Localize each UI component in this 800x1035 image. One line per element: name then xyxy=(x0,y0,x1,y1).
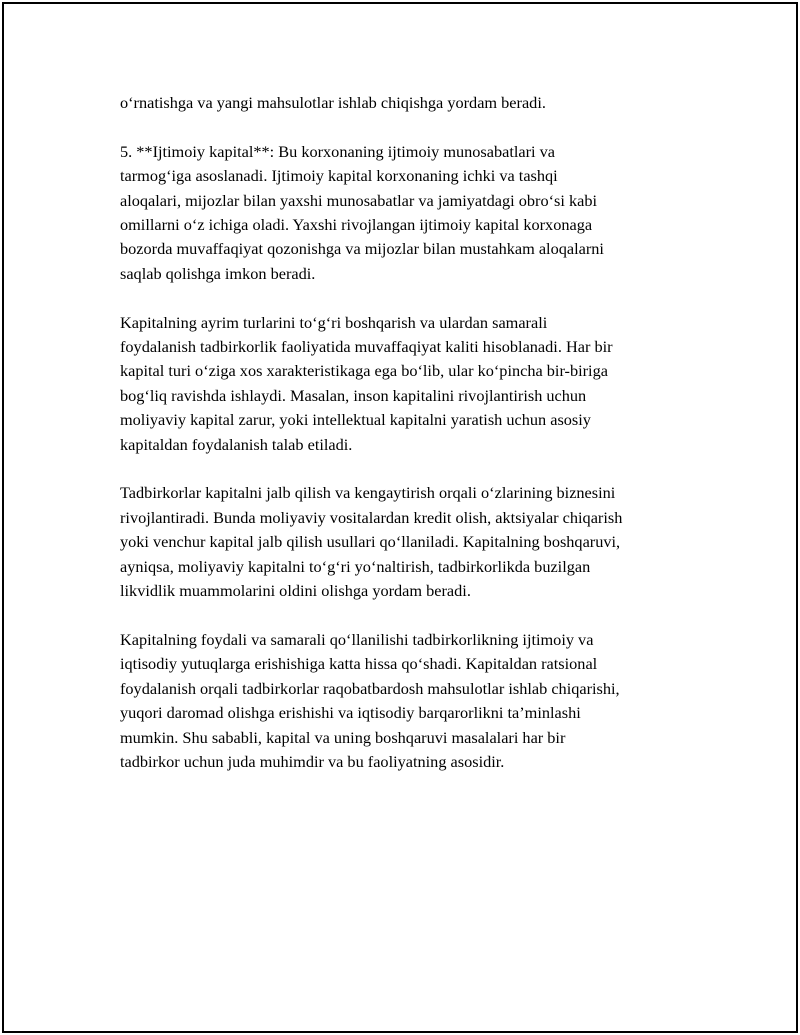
document-body xyxy=(120,91,700,799)
text-line: iqtisodiy yutuqlarga erishishiga katta hissa qo‘shadi. Kapitaldan ratsional xyxy=(120,654,598,674)
text-line: 5. **Ijtimoiy kapital**: Bu korxonaning ijtimoiy munosabatlari va xyxy=(120,141,556,161)
text-line: rivojlantiradi. Bunda moliyaviy vositalardan kredit olish, aktsiyalar chiqarish xyxy=(120,507,623,527)
paragraph-1 xyxy=(120,91,700,115)
paragraph-5 xyxy=(120,628,700,774)
text-line: saqlab qolishga imkon beradi. xyxy=(120,263,316,283)
paragraph-2 xyxy=(120,140,700,286)
text-line: Kapitalning ayrim turlarini to‘g‘ri boshqarish va ulardan samarali xyxy=(120,312,548,332)
text-line: bozorda muvaffaqiyat qozonishga va mijozlar bilan mustahkam aloqalarni xyxy=(120,239,604,259)
paragraph-3 xyxy=(120,311,700,457)
text-line: likvidlik muammolarini oldini olishga yordam beradi. xyxy=(120,581,471,601)
paragraph-4 xyxy=(120,481,700,603)
text-line: yuqori daromad olishga erishishi va iqtisodiy barqarorlikni ta’minlashi xyxy=(120,703,581,723)
text-line: kapital turi o‘ziga xos xarakteristikaga ega bo‘lib, ular ko‘pincha bir-biriga xyxy=(120,361,608,381)
text-line: ayniqsa, moliyaviy kapitalni to‘g‘ri yo‘naltirish, tadbirkorlikda buzilgan xyxy=(120,556,591,576)
text-line: Tadbirkorlar kapitalni jalb qilish va kengaytirish orqali o‘zlarining biznesini xyxy=(120,483,616,503)
text-line: mumkin. Shu sababli, kapital va uning boshqaruvi masalalari har bir xyxy=(120,727,566,747)
text-line: aloqalari, mijozlar bilan yaxshi munosabatlar va jamiyatdagi obro‘si kabi xyxy=(120,190,597,210)
document-page xyxy=(2,2,798,1033)
text-line: omillarni o‘z ichiga oladi. Yaxshi rivojlangan ijtimoiy kapital korxonaga xyxy=(120,215,593,235)
text-line: Kapitalning foydali va samarali qo‘llanilishi tadbirkorlikning ijtimoiy va xyxy=(120,629,594,649)
text-line: o‘rnatishga va yangi mahsulotlar ishlab chiqishga yordam beradi. xyxy=(120,93,546,112)
text-line: yoki venchur kapital jalb qilish usullari qo‘llaniladi. Kapitalning boshqaruvi, xyxy=(120,532,621,552)
text-line: bog‘liq ravishda ishlaydi. Masalan, inson kapitalini rivojlantirish uchun xyxy=(120,385,587,405)
text-line: moliyaviy kapital zarur, yoki intellektual kapitalni yaratish uchun asosiy xyxy=(120,410,591,430)
text-line: foydalanish orqali tadbirkorlar raqobatbardosh mahsulotlar ishlab chiqarishi, xyxy=(120,678,620,698)
text-line: kapitaldan foydalanish talab etiladi. xyxy=(120,434,353,454)
text-line: foydalanish tadbirkorlik faoliyatida muvaffaqiyat kaliti hisoblanadi. Har bir xyxy=(120,337,613,357)
text-line: tarmog‘iga asoslanadi. Ijtimoiy kapital korxonaning ichki va tashqi xyxy=(120,166,558,186)
text-line: tadbirkor uchun juda muhimdir va bu faoliyatning asosidir. xyxy=(120,751,505,771)
